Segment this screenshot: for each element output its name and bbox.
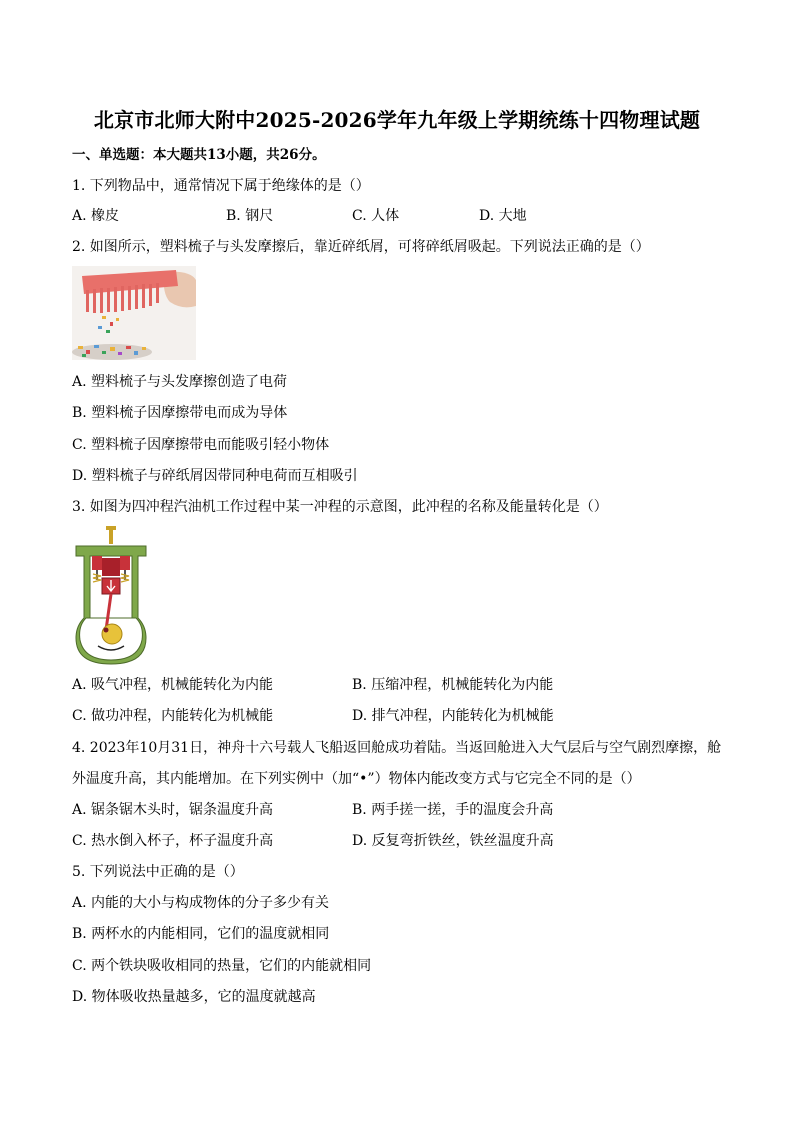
comb-paper-figure xyxy=(72,266,196,360)
question-1-stem: 1. 下列物品中，通常情况下属于绝缘体的是（） xyxy=(72,178,370,194)
question-1-option-c: C. 人体 xyxy=(352,208,400,224)
question-4-option-b: B. 两手搓一搓，手的温度会升高 xyxy=(352,802,554,818)
section-heading: 一、单选题：本大题共13小题，共26分。 xyxy=(72,147,326,163)
question-4-stem-line1: 4. 2023年10月31日，神舟十六号载人飞船返回舱成功着陆。当返回舱进入大气层后与空气剧烈摩擦，舱 xyxy=(72,740,722,756)
question-2-option-b: B. 塑料梳子因摩擦带电而成为导体 xyxy=(72,405,288,421)
question-2-stem: 2. 如图所示，塑料梳子与头发摩擦后，靠近碎纸屑，可将碎纸屑吸起。下列说法正确的是（） xyxy=(72,239,650,255)
question-4-option-c: C. 热水倒入杯子，杯子温度升高 xyxy=(72,833,274,849)
engine-stroke-figure xyxy=(72,526,150,666)
question-3-option-b: B. 压缩冲程，机械能转化为内能 xyxy=(352,677,554,693)
question-3-option-a: A. 吸气冲程，机械能转化为内能 xyxy=(72,677,274,693)
page-title: 北京市北师大附中2025-2026学年九年级上学期统练十四物理试题 xyxy=(93,108,701,132)
question-3-option-d: D. 排气冲程，内能转化为机械能 xyxy=(352,708,554,724)
question-3-option-c: C. 做功冲程，内能转化为机械能 xyxy=(72,708,274,724)
question-5-option-d: D. 物体吸收热量越多，它的温度就越高 xyxy=(72,989,316,1005)
question-4-option-a: A. 锯条锯木头时，锯条温度升高 xyxy=(72,802,274,818)
question-5-option-c: C. 两个铁块吸收相同的热量，它们的内能就相同 xyxy=(72,958,372,974)
question-3-stem: 3. 如图为四冲程汽油机工作过程中某一冲程的示意图，此冲程的名称及能量转化是（） xyxy=(72,499,608,515)
question-2-option-a: A. 塑料梳子与头发摩擦创造了电荷 xyxy=(72,374,288,390)
question-4-option-d: D. 反复弯折铁丝，铁丝温度升高 xyxy=(352,833,554,849)
question-2-option-d: D. 塑料梳子与碎纸屑因带同种电荷而互相吸引 xyxy=(72,468,358,484)
question-5-option-a: A. 内能的大小与构成物体的分子多少有关 xyxy=(72,895,330,911)
question-2-option-c: C. 塑料梳子因摩擦带电而能吸引轻小物体 xyxy=(72,437,330,453)
question-5-stem: 5. 下列说法中正确的是（） xyxy=(72,864,244,880)
question-1-option-d: D. 大地 xyxy=(479,208,527,224)
question-4-stem-line2: 外温度升高，其内能增加。在下列实例中（加“•”）物体内能改变方式与它完全不同的是（） xyxy=(72,771,641,787)
question-5-option-b: B. 两杯水的内能相同，它们的温度就相同 xyxy=(72,926,330,942)
question-1-option-b: B. 钢尺 xyxy=(226,208,274,224)
question-1-option-a: A. 橡皮 xyxy=(72,208,120,224)
